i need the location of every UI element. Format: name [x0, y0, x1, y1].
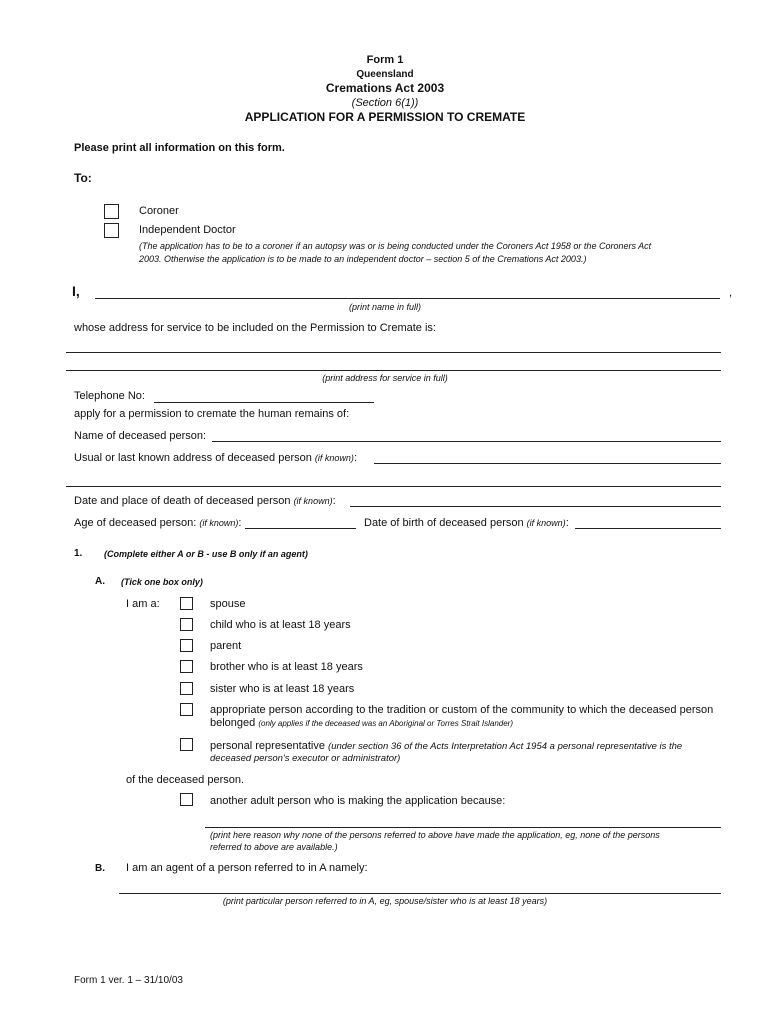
part-a-letter: A.: [95, 576, 105, 587]
sister-label: sister who is at least 18 years: [210, 683, 355, 695]
another-adult-label: another adult person who is making the application because:: [210, 795, 506, 807]
appropriate-person-note: (only applies if the deceased was an Aboriginal or Torres Strait Islander): [258, 719, 513, 728]
death-known: (if known): [293, 496, 333, 506]
page-title: APPLICATION FOR A PERMISSION TO CREMATE: [244, 110, 526, 124]
brother-label: brother who is at least 18 years: [210, 661, 363, 673]
personal-representative-note1: (under section 36 of the Acts Interpretation Act 1954 a personal representative is the: [328, 741, 683, 752]
part-b-letter: B.: [95, 863, 105, 874]
part-b-text: I am an agent of a person referred to in A namely:: [126, 862, 368, 874]
another-reason-field[interactable]: [205, 827, 721, 828]
dob-text: Date of birth of deceased person: [364, 517, 524, 529]
appropriate-person-checkbox[interactable]: [180, 703, 193, 716]
death-text: Date and place of death of deceased person: [74, 495, 291, 507]
death-field[interactable]: [350, 506, 721, 507]
sister-checkbox[interactable]: [180, 682, 193, 695]
deceased-address-field-line1[interactable]: [374, 463, 721, 464]
address-label: whose address for service to be included on the Permission to Cremate is:: [74, 322, 436, 334]
agent-person-hint: (print particular person referred to in A, eg, spouse/sister who is at least 18 years): [222, 896, 548, 906]
telephone-field[interactable]: [154, 402, 374, 403]
agent-person-field[interactable]: [119, 893, 721, 894]
death-label: [74, 495, 336, 507]
deceased-address-text: Usual or last known address of deceased person: [74, 452, 312, 464]
recipient-note-line1: (The application has to be to a coroner if an autopsy was or is being conducted under the Coroners Act 1958 or the Coroners Act: [139, 241, 652, 251]
section-reference: (Section 6(1)): [351, 97, 419, 109]
another-adult-checkbox[interactable]: [180, 793, 193, 806]
child-label: child who is at least 18 years: [210, 619, 351, 631]
parent-label: parent: [210, 640, 242, 652]
section-number: 1.: [74, 548, 83, 559]
age-known: (if known): [199, 518, 239, 528]
deceased-name-field[interactable]: [212, 441, 721, 442]
address-hint: (print address for service in full): [322, 373, 448, 383]
recipient-note-line2: 2003. Otherwise the application is to be made to an independent doctor – section 5 of the Cremations Act 2003.): [139, 254, 587, 264]
personal-representative-checkbox[interactable]: [180, 738, 193, 751]
spouse-label: spouse: [210, 598, 246, 610]
independent-doctor-checkbox[interactable]: [104, 223, 119, 238]
dob-field[interactable]: [575, 528, 721, 529]
deceased-address-field-line2[interactable]: [66, 486, 721, 487]
age-colon: :: [238, 517, 242, 529]
appropriate-person-line2: [210, 717, 513, 729]
coroner-label: Coroner: [139, 205, 179, 217]
address-field-line2[interactable]: [66, 370, 721, 371]
deceased-name-label: Name of deceased person:: [74, 430, 207, 442]
another-hint-line2: referred to above are available.): [210, 842, 338, 852]
independent-doctor-label: Independent Doctor: [139, 224, 236, 236]
i-label: I,: [72, 283, 80, 299]
print-instruction: Please print all information on this form.: [74, 142, 285, 154]
appropriate-person-belonged: belonged: [210, 717, 256, 729]
parent-checkbox[interactable]: [180, 639, 193, 652]
form-version: Form 1 ver. 1 – 31/10/03: [74, 975, 183, 986]
deceased-address-colon: :: [353, 452, 357, 464]
applicant-name-field[interactable]: [95, 298, 720, 299]
age-label: [74, 517, 241, 529]
apply-text: apply for a permission to cremate the human remains of:: [74, 408, 350, 420]
name-comma: ,: [729, 287, 733, 299]
state-name: Queensland: [356, 69, 414, 80]
age-field[interactable]: [245, 528, 356, 529]
of-deceased-label: of the deceased person.: [126, 774, 245, 786]
spouse-checkbox[interactable]: [180, 597, 193, 610]
death-colon: :: [332, 495, 336, 507]
deceased-address-known: (if known): [314, 453, 354, 463]
another-hint-line1: (print here reason why none of the persons referred to above have made the application, eg, none of the persons: [210, 830, 660, 840]
address-field-line1[interactable]: [66, 352, 721, 353]
part-a-instruction: (Tick one box only): [121, 577, 203, 587]
name-hint: (print name in full): [348, 302, 422, 312]
dob-known: (if known): [526, 518, 566, 528]
appropriate-person-line1: appropriate person according to the tradition or custom of the community to which the deceased person: [210, 704, 714, 716]
telephone-label: Telephone No:: [74, 390, 145, 402]
coroner-checkbox[interactable]: [104, 204, 119, 219]
section-instruction: (Complete either A or B - use B only if an agent): [104, 549, 308, 559]
personal-representative-line1: [210, 740, 682, 752]
form-number: Form 1: [366, 54, 404, 66]
dob-label: [364, 517, 569, 529]
personal-representative-label: personal representative: [210, 740, 325, 752]
brother-checkbox[interactable]: [180, 660, 193, 673]
to-label: To:: [74, 171, 92, 185]
age-text: Age of deceased person:: [74, 517, 197, 529]
act-name: Cremations Act 2003: [325, 81, 445, 95]
child-checkbox[interactable]: [180, 618, 193, 631]
i-am-a-label: I am a:: [126, 598, 160, 610]
personal-representative-note2: deceased person's executor or administrator): [210, 753, 401, 764]
dob-colon: :: [565, 517, 569, 529]
deceased-address-label: [74, 452, 357, 464]
